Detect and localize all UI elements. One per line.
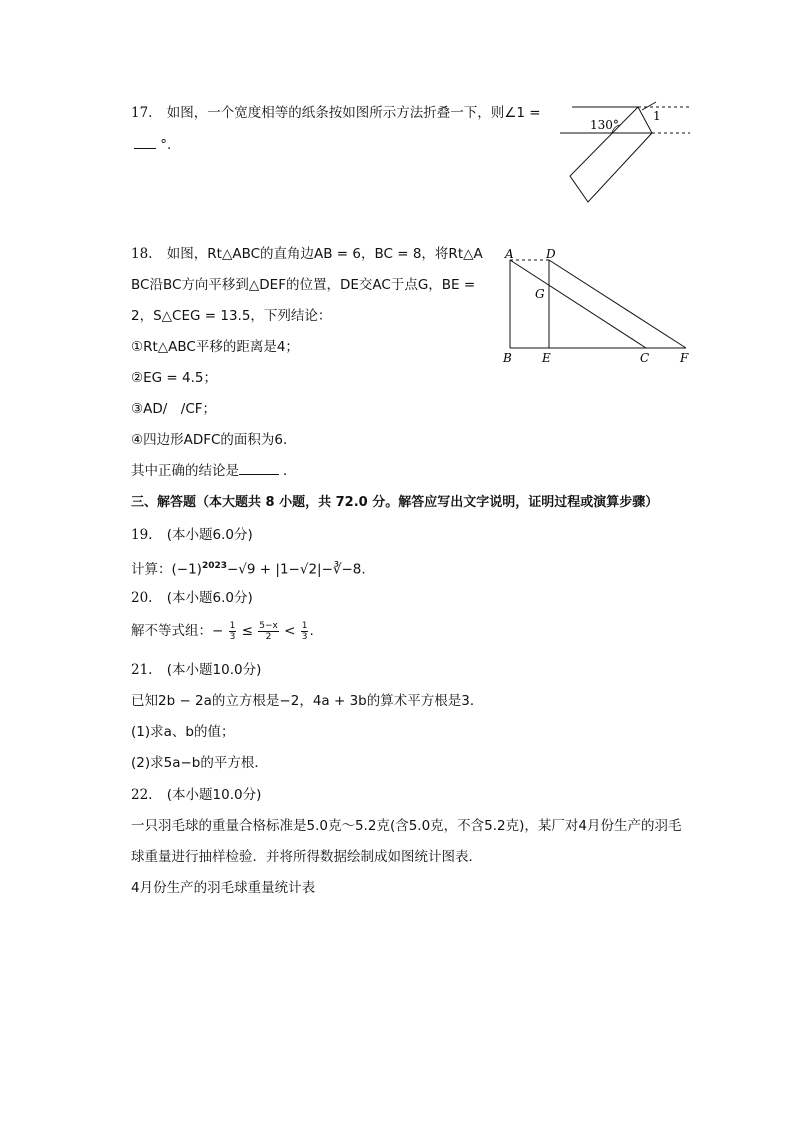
q22-text-2: 球重量进行抽样检验．并将所得数据绘制成如图统计图表． — [131, 849, 482, 865]
q18-conclusion-3: ③AD/ /CF； — [131, 401, 217, 417]
q18-label-A: A — [505, 247, 514, 261]
q20-header — [131, 589, 253, 607]
q21-header — [131, 661, 261, 679]
q20-lead: 解不等式组：− — [131, 623, 224, 639]
q20-fraction-2 — [258, 621, 279, 642]
q17-line1 — [131, 104, 541, 122]
q17-number: 17. — [131, 105, 153, 121]
q18-conclusion-1: ①Rt△ABC平移的距离是4； — [131, 339, 299, 355]
q20-fraction-3-den: 3 — [301, 631, 308, 642]
q17-angle-1-label: 1 — [653, 109, 661, 123]
q20-score: (本小题6.0分) — [166, 590, 253, 606]
q17-tail: °. — [160, 137, 172, 153]
q18-text-1: 如图，Rt△ABC的直角边AB = 6，BC = 8，将Rt△A — [166, 246, 483, 262]
q18-label-E: E — [542, 351, 551, 365]
q20-inequality — [131, 618, 314, 644]
q19-calc-label: 计算：(−1) — [131, 561, 202, 578]
q19-number: 19. — [131, 527, 153, 543]
q18-text-3: 2，S△CEG = 13.5，下列结论： — [131, 308, 332, 324]
q20-fraction-2-den: 2 — [265, 631, 272, 642]
q17-figure — [560, 98, 700, 210]
q20-fraction-3 — [301, 621, 309, 642]
q20-lt: < — [284, 623, 296, 639]
q18-label-B: B — [503, 351, 512, 365]
q18-line1 — [131, 245, 483, 263]
q18-segment-DF — [549, 260, 686, 348]
q18-ask: 其中正确的结论是 — [131, 463, 239, 479]
q19-exponent: 2023 — [201, 561, 227, 571]
q20-number: 20. — [131, 590, 153, 606]
q17-line2 — [134, 136, 171, 154]
q22-number: 22. — [131, 787, 153, 803]
q22-score: (本小题10.0分) — [166, 787, 262, 803]
q18-conclusion-4: ④四边形ADFC的面积为6． — [131, 432, 297, 448]
q22-table-title: 4月份生产的羽毛球重量统计表 — [131, 880, 316, 896]
q18-ask-line — [131, 462, 297, 480]
q21-text: 已知2b − 2a的立方根是−2，4a + 3b的算术平方根是3． — [131, 693, 484, 709]
q19-rest: −√9 + |1−√2|−∛−8. — [227, 561, 366, 578]
q20-fraction-1-den: 3 — [229, 631, 236, 642]
q22-header — [131, 786, 261, 804]
q20-end: . — [309, 623, 314, 639]
q18-ask-tail: ． — [283, 463, 297, 479]
q18-number: 18. — [131, 246, 153, 262]
q22-text-1: 一只羽毛球的重量合格标准是5.0克～5.2克(含5.0克，不含5.2克)，某厂对4月份生产的羽毛 — [131, 818, 682, 834]
q18-text-2: BC沿BC方向平移到△DEF的位置，DE交AC于点G，BE = — [131, 277, 476, 293]
q18-answer-blank — [239, 474, 279, 475]
q20-fraction-2-num: 5−x — [259, 620, 278, 631]
q20-fraction-1-num: 1 — [229, 620, 236, 631]
q18-figure — [500, 244, 700, 368]
q18-label-F: F — [680, 351, 689, 365]
q18-label-G: G — [535, 287, 545, 301]
q20-fraction-3-num: 1 — [301, 620, 308, 631]
q21-part-1: (1)求a、b的值； — [131, 724, 235, 740]
q20-fraction-1 — [229, 621, 237, 642]
q19-score: (本小题6.0分) — [166, 527, 253, 543]
q18-label-C: C — [640, 351, 650, 365]
q19-expression — [131, 557, 366, 579]
q21-score: (本小题10.0分) — [166, 662, 262, 678]
section-3-heading: 三、解答题（本大题共 8 小题，共 72.0 分。解答应写出文字说明，证明过程或演算步骤） — [131, 495, 659, 510]
q17-angle-label: 130° — [590, 118, 619, 132]
q18-conclusion-2: ②EG = 4.5； — [131, 370, 217, 386]
q17-answer-blank — [134, 148, 156, 149]
q21-part-2: (2)求5a−b的平方根． — [131, 755, 268, 771]
q19-header — [131, 526, 253, 544]
q21-number: 21. — [131, 662, 153, 678]
q18-label-D: D — [546, 247, 556, 261]
q18-segment-AC — [510, 260, 646, 348]
q20-le: ≤ — [241, 623, 253, 639]
q17-text: 如图，一个宽度相等的纸条按如图所示方法折叠一下，则∠1 = — [166, 105, 541, 121]
